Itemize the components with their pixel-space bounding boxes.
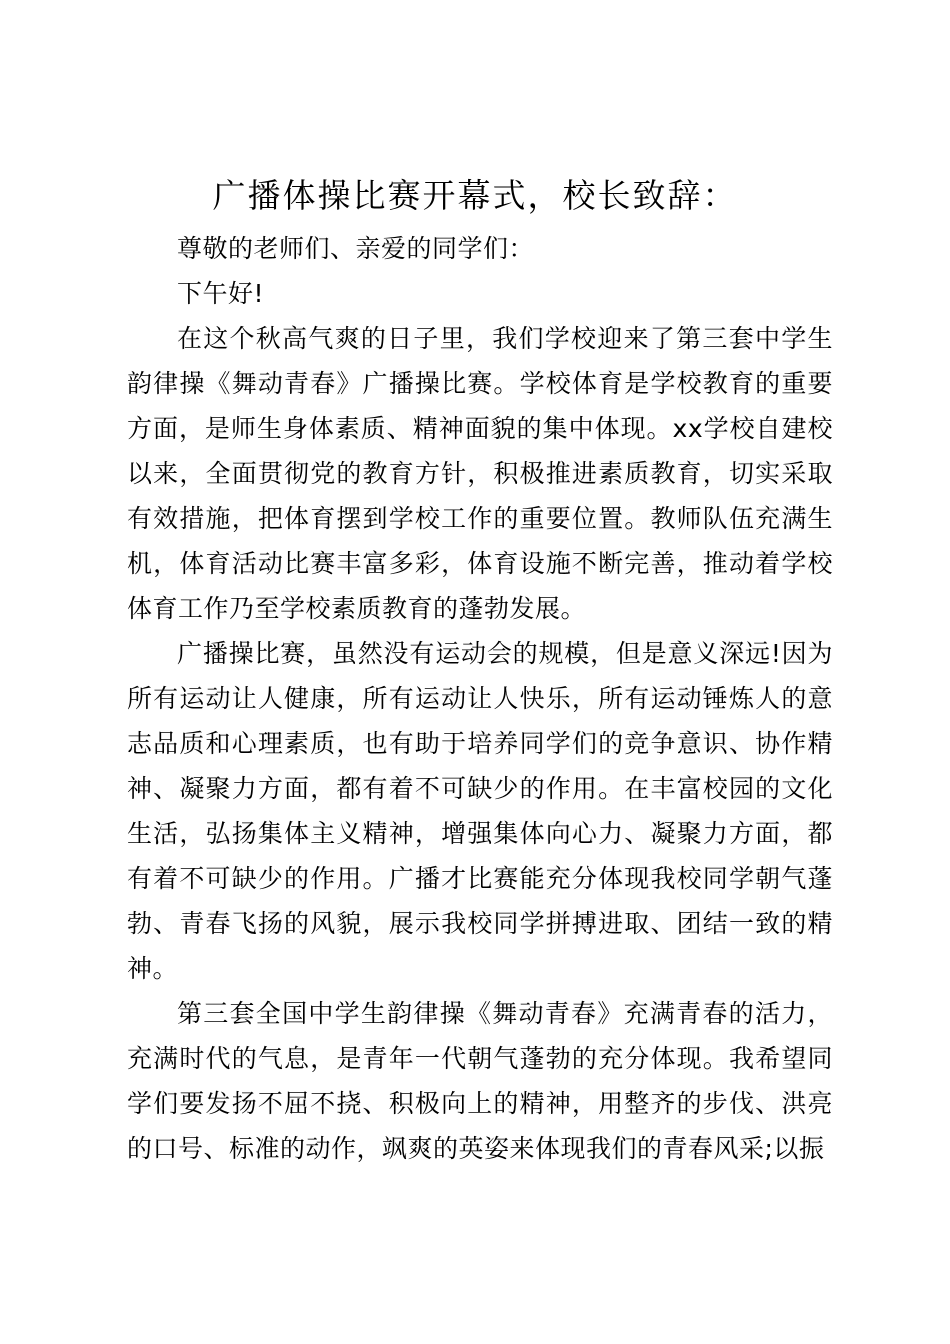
document-title: 广播体操比赛开幕式，校长致辞： (212, 176, 738, 215)
greeting-paragraph: 下午好! (177, 279, 265, 308)
document-body (127, 226, 833, 1171)
body-paragraph-2: 广播操比赛，虽然没有运动会的规模，但是意义深远!因为所有运动让人健康，所有运动让人快乐，所有运动锤炼人的意志品质和心理素质，也有助于培养同学们的竞争意识、协作精神、凝聚力方面，都有着不可缺少的作用。在丰富校园的文化生活，弘扬集体主义精神，增强集体向心力、凝聚力方面，都有着不可缺少的作用。广播才比赛能充分体现我校同学朝气蓬勃、青春飞扬的风貌，展示我校同学拼搏进取、团结一致的精神。 (127, 639, 833, 983)
salutation-paragraph: 尊敬的老师们、亲爱的同学们： (177, 234, 535, 263)
body-paragraph-1: 在这个秋高气爽的日子里，我们学校迎来了第三套中学生韵律操《舞动青春》广播操比赛。学校体育是学校教育的重要方面，是师生身体素质、精神面貌的集中体现。xx学校自建校以来，全面贯彻党的教育方针，积极推进素质教育，切实采取有效措施，把体育摆到学校工作的重要位置。教师队伍充满生机，体育活动比赛丰富多彩，体育设施不断完善，推动着学校体育工作乃至学校素质教育的蓬勃发展。 (127, 324, 833, 623)
body-paragraph-3: 第三套全国中学生韵律操《舞动青春》充满青春的活力，充满时代的气息，是青年一代朝气蓬勃的充分体现。我希望同学们要发扬不屈不挠、积极向上的精神，用整齐的步伐、洪亮的口号、标准的动作，飒爽的英姿来体现我们的青春风采;以振 (127, 999, 833, 1163)
